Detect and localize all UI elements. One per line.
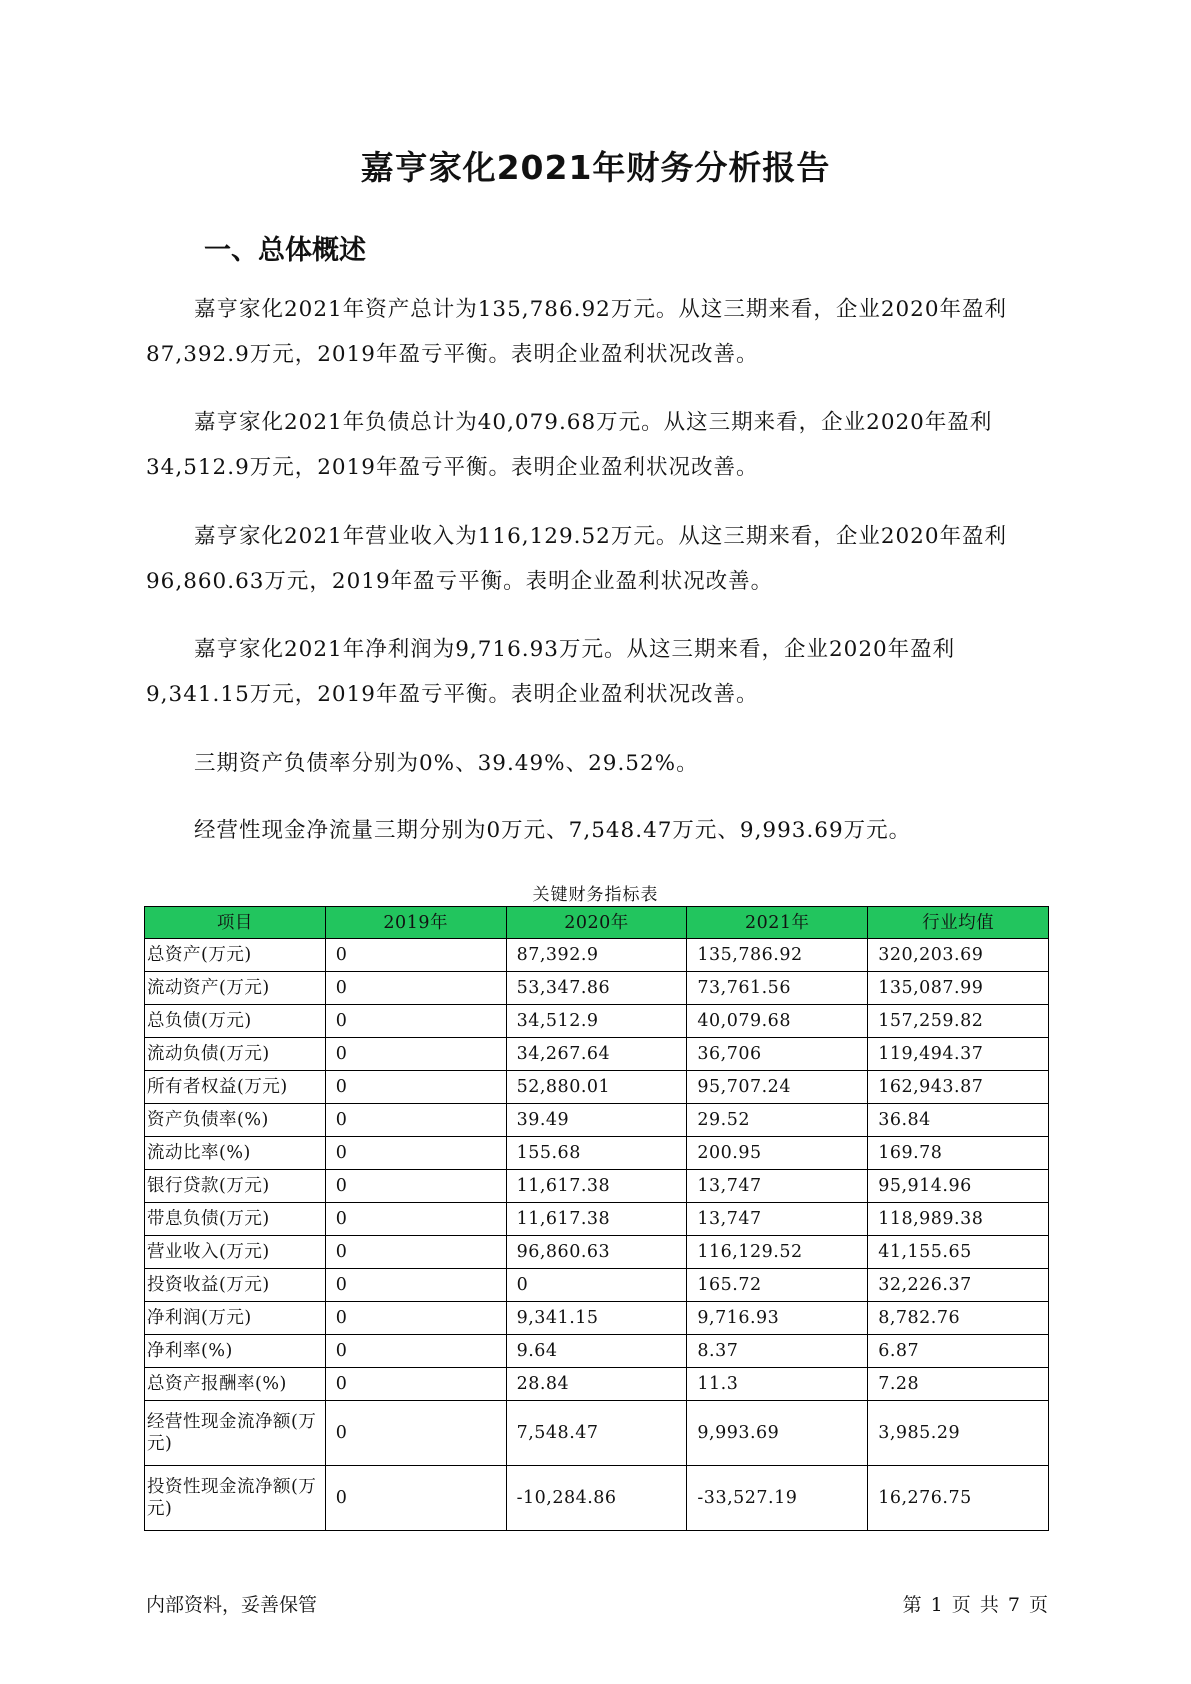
cell-industry-avg: 16,276.75 (868, 1466, 1049, 1531)
row-label: 资产负债率(%) (145, 1104, 326, 1137)
table-row (145, 972, 1049, 1005)
cell-2019: 0 (325, 1466, 506, 1531)
cell-2020: 28.84 (506, 1368, 687, 1401)
row-label: 带息负债(万元) (145, 1203, 326, 1236)
cell-industry-avg: 7.28 (868, 1368, 1049, 1401)
table-row (145, 939, 1049, 972)
cell-2021: 8.37 (687, 1335, 868, 1368)
table-row (145, 1038, 1049, 1071)
row-label: 总资产报酬率(%) (145, 1368, 326, 1401)
cell-industry-avg: 36.84 (868, 1104, 1049, 1137)
cell-2020: 53,347.86 (506, 972, 687, 1005)
section-heading-overview: 一、总体概述 (204, 235, 366, 266)
paragraph-liabilities: 嘉亨家化2021年负债总计为40,079.68万元。从这三期来看，企业2020年盈利34,512.9万元，2019年盈亏平衡。表明企业盈利状况改善。 (146, 410, 993, 480)
cell-2020: 155.68 (506, 1137, 687, 1170)
cell-2021: 95,707.24 (687, 1071, 868, 1104)
cell-2019: 0 (325, 1401, 506, 1466)
cell-2019: 0 (325, 1170, 506, 1203)
cell-2021: 13,747 (687, 1170, 868, 1203)
row-label: 投资性现金流净额(万元) (145, 1466, 326, 1531)
cell-2020: -10,284.86 (506, 1466, 687, 1531)
header-2020: 2020年 (506, 907, 687, 939)
cell-2020: 11,617.38 (506, 1203, 687, 1236)
row-label: 银行贷款(万元) (145, 1170, 326, 1203)
cell-2021: 73,761.56 (687, 972, 868, 1005)
cell-2021: 135,786.92 (687, 939, 868, 972)
cell-2021: 116,129.52 (687, 1236, 868, 1269)
cell-industry-avg: 320,203.69 (868, 939, 1049, 972)
cell-industry-avg: 157,259.82 (868, 1005, 1049, 1038)
table-row (145, 1005, 1049, 1038)
table-row (145, 1203, 1049, 1236)
table-row (145, 1466, 1049, 1531)
cell-2020: 34,267.64 (506, 1038, 687, 1071)
row-label: 经营性现金流净额(万元) (145, 1401, 326, 1466)
cell-2020: 0 (506, 1269, 687, 1302)
table-row (145, 1302, 1049, 1335)
cell-industry-avg: 6.87 (868, 1335, 1049, 1368)
table-header-row (145, 907, 1049, 939)
row-label: 流动比率(%) (145, 1137, 326, 1170)
header-2019: 2019年 (325, 907, 506, 939)
cell-2019: 0 (325, 1137, 506, 1170)
paragraph-cash-flow: 经营性现金净流量三期分别为0万元、7,548.47万元、9,993.69万元。 (194, 818, 912, 843)
header-item: 项目 (145, 907, 326, 939)
cell-industry-avg: 8,782.76 (868, 1302, 1049, 1335)
cell-2019: 0 (325, 1071, 506, 1104)
cell-2019: 0 (325, 1203, 506, 1236)
financial-indicators-table (144, 906, 1049, 1531)
row-label: 净利润(万元) (145, 1302, 326, 1335)
cell-2020: 87,392.9 (506, 939, 687, 972)
header-industry-avg: 行业均值 (868, 907, 1049, 939)
cell-2021: -33,527.19 (687, 1466, 868, 1531)
table-row (145, 1071, 1049, 1104)
cell-2019: 0 (325, 1368, 506, 1401)
paragraph-assets: 嘉亨家化2021年资产总计为135,786.92万元。从这三期来看，企业2020年盈利87,392.9万元，2019年盈亏平衡。表明企业盈利状况改善。 (146, 297, 1008, 367)
table-row (145, 1401, 1049, 1466)
table-caption: 关键财务指标表 (532, 885, 659, 905)
cell-2020: 96,860.63 (506, 1236, 687, 1269)
row-label: 投资收益(万元) (145, 1269, 326, 1302)
cell-industry-avg: 3,985.29 (868, 1401, 1049, 1466)
footer-page-number: 第 1 页 共 7 页 (902, 1594, 1048, 1616)
row-label: 总资产(万元) (145, 939, 326, 972)
footer-confidential-note: 内部资料，妥善保管 (146, 1594, 318, 1616)
cell-industry-avg: 119,494.37 (868, 1038, 1049, 1071)
table-row (145, 1137, 1049, 1170)
cell-industry-avg: 135,087.99 (868, 972, 1049, 1005)
cell-industry-avg: 118,989.38 (868, 1203, 1049, 1236)
cell-2019: 0 (325, 939, 506, 972)
cell-2020: 7,548.47 (506, 1401, 687, 1466)
cell-2019: 0 (325, 1335, 506, 1368)
cell-2021: 40,079.68 (687, 1005, 868, 1038)
cell-industry-avg: 169.78 (868, 1137, 1049, 1170)
cell-2019: 0 (325, 972, 506, 1005)
row-label: 营业收入(万元) (145, 1236, 326, 1269)
row-label: 流动负债(万元) (145, 1038, 326, 1071)
header-2021: 2021年 (687, 907, 868, 939)
cell-2019: 0 (325, 1038, 506, 1071)
cell-industry-avg: 41,155.65 (868, 1236, 1049, 1269)
cell-2019: 0 (325, 1302, 506, 1335)
cell-2020: 34,512.9 (506, 1005, 687, 1038)
report-title: 嘉亨家化2021年财务分析报告 (360, 148, 831, 187)
row-label: 净利率(%) (145, 1335, 326, 1368)
paragraph-debt-ratio: 三期资产负债率分别为0%、39.49%、29.52%。 (194, 751, 699, 776)
cell-2021: 165.72 (687, 1269, 868, 1302)
row-label: 总负债(万元) (145, 1005, 326, 1038)
cell-2020: 11,617.38 (506, 1170, 687, 1203)
cell-industry-avg: 162,943.87 (868, 1071, 1049, 1104)
table-row (145, 1335, 1049, 1368)
row-label: 所有者权益(万元) (145, 1071, 326, 1104)
cell-2021: 11.3 (687, 1368, 868, 1401)
table-row (145, 1236, 1049, 1269)
cell-2021: 36,706 (687, 1038, 868, 1071)
cell-2021: 9,716.93 (687, 1302, 868, 1335)
cell-2021: 9,993.69 (687, 1401, 868, 1466)
paragraph-revenue: 嘉亨家化2021年营业收入为116,129.52万元。从这三期来看，企业2020年盈利96,860.63万元，2019年盈亏平衡。表明企业盈利状况改善。 (146, 524, 1008, 594)
cell-2019: 0 (325, 1236, 506, 1269)
cell-2021: 29.52 (687, 1104, 868, 1137)
paragraph-net-profit: 嘉亨家化2021年净利润为9,716.93万元。从这三期来看，企业2020年盈利9,341.15万元，2019年盈亏平衡。表明企业盈利状况改善。 (146, 637, 956, 707)
cell-2019: 0 (325, 1104, 506, 1137)
cell-2020: 9.64 (506, 1335, 687, 1368)
cell-2021: 200.95 (687, 1137, 868, 1170)
table-row (145, 1104, 1049, 1137)
row-label: 流动资产(万元) (145, 972, 326, 1005)
cell-2020: 9,341.15 (506, 1302, 687, 1335)
table-row (145, 1269, 1049, 1302)
cell-2019: 0 (325, 1269, 506, 1302)
table-row (145, 1170, 1049, 1203)
cell-industry-avg: 32,226.37 (868, 1269, 1049, 1302)
table-row (145, 1368, 1049, 1401)
cell-industry-avg: 95,914.96 (868, 1170, 1049, 1203)
cell-2019: 0 (325, 1005, 506, 1038)
cell-2020: 52,880.01 (506, 1071, 687, 1104)
cell-2021: 13,747 (687, 1203, 868, 1236)
cell-2020: 39.49 (506, 1104, 687, 1137)
